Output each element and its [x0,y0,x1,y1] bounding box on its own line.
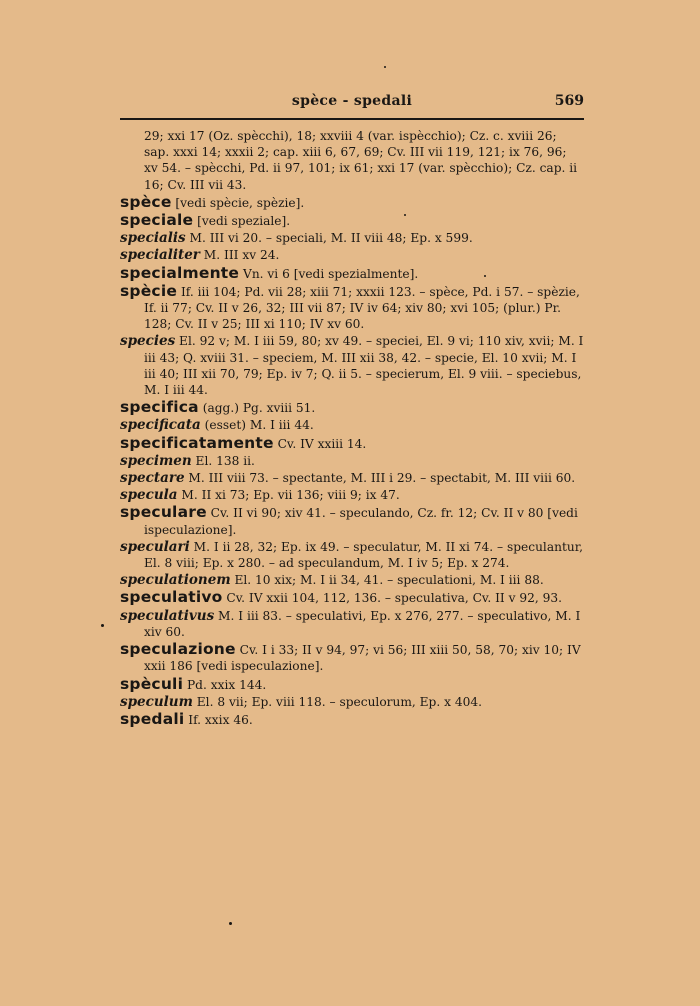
entry-refs: [vedi spècie, spèzie]. [175,195,305,210]
entry [120,417,584,433]
entry-headword: speculare [120,503,207,522]
entry-headword: spectare [120,470,185,487]
entry [120,247,584,263]
print-speck [229,922,232,925]
entry-refs: (agg.) Pg. xviii 51. [202,401,316,416]
entry-refs: El. 138 ii. [195,453,255,468]
entry-headword: specificata [120,417,201,434]
entry-headword: specula [120,487,178,504]
entry-headword: speculazione [120,640,236,659]
entry-refs: M. III vi 20. – speciali, M. II viii 48; Ep. x 599. [189,231,473,246]
entry-headword: speculum [120,693,193,710]
entry-refs: M. II xi 73; Ep. vii 136; viii 9; ix 47. [181,488,400,503]
entry [120,333,584,398]
entry-refs: M. III xv 24. [203,248,280,263]
entry-continuation [120,128,584,193]
entry-refs: El. 92 v; M. I iii 59, 80; xv 49. – speciei, El. 9 vi; 110 xiv, xvii; M. I iii 43; Q. xviii 31. – speciem, M. III xii 38, 42. – specie, El. 10 xvii; M. I iii 40; III xii 70, 79; Ep. iv 7; Q. ii 5. – specierum, El. 9 viii. – speciebus, M. I iii 44. [144,334,584,398]
entry-refs: 29; xxi 17 (Oz. spècchi), 18; xxviii 4 (var. ispècchio); Cz. c. xviii 26; sap. xxxi 14; xxxii 2; cap. xiii 6, 67, 69; Cv. III vii 119, 121; ix 76, 96; xv 54. – spècchi, Pd. ii 97, 101; ix 61; xxi 17 (var. spècchio); Cz. cap. ii 16; Cv. III vii 43. [144,129,578,192]
entry-refs: If. xxix 46. [188,712,253,727]
entry-refs: [vedi speziale]. [197,214,291,229]
entry [120,470,584,486]
entry-headword: speculationem [120,572,231,589]
entry [120,194,584,211]
page-number: 569 [554,93,584,109]
entry [120,453,584,469]
entry-refs: Vn. vi 6 [vedi spezialmente]. [243,266,419,281]
entry [120,641,584,674]
entry-headword: spècie [120,281,178,300]
entry-refs: (esset) M. I iii 44. [204,418,314,433]
entry-headword: spedali [120,709,185,728]
print-speck [484,275,486,277]
print-speck [384,66,386,68]
entry [120,572,584,588]
entry-refs: Cv. I i 33; II v 94, 97; vi 56; III xiii 50, 58, 70; xiv 10; IV xxii 186 [vedi ispeculazione]. [144,643,581,674]
entry [120,676,584,693]
entry [120,694,584,710]
entry-headword: specifica [120,398,199,417]
entry [120,589,584,606]
entry-headword: specialiter [120,247,200,264]
entry-refs: If. iii 104; Pd. vii 28; xiii 71; xxxii 123. – spèce, Pd. i 57. – spèzie, If. ii 77; Cv. II v 26, 32; III vii 87; IV iv 64; xiv 80; xvi 105; (plur.) Pr. 128; Cv. II v 25; III xi 110; IV xv 60. [144,284,580,332]
entry [120,212,584,229]
entry-headword: spèce [120,192,172,211]
entry-headword: speculativo [120,588,223,607]
entry-headword: specialmente [120,263,240,282]
entry-refs: M. III viii 73. – spectante, M. III i 29. – spectabit, M. III viii 60. [188,471,576,486]
entry-refs: Cv. IV xxiii 14. [277,436,367,451]
entry [120,608,584,640]
page-header [120,93,584,113]
entry-headword: speculari [120,538,190,555]
entry-headword: speculativus [120,607,215,624]
entry-headword: speciale [120,211,194,230]
entry [120,283,584,333]
entry [120,230,584,246]
entry-refs: Pd. xxix 144. [186,677,267,692]
entry-refs: El. 10 xix; M. I ii 34, 41. – speculationi, M. I iii 88. [234,573,544,588]
running-title: spèce - spedali [291,93,413,109]
entry-headword: specificatamente [120,433,274,452]
margin-bullet [101,624,104,627]
entry [120,711,584,728]
entry-refs: El. 8 vii; Ep. viii 118. – speculorum, Ep. x 404. [196,694,482,709]
entry [120,539,584,571]
entry [120,487,584,503]
entry [120,265,584,282]
entry-headword: specialis [120,230,186,247]
entry [120,399,584,416]
entry-headword: species [120,333,176,350]
entry [120,435,584,452]
entry-list [120,128,584,729]
entry-refs: Cv. II vi 90; xiv 41. – speculando, Cz. fr. 12; Cv. II v 80 [vedi ispeculazione]. [144,506,578,537]
entry-refs: M. I iii 83. – speculativi, Ep. x 276, 277. – speculativo, M. I xiv 60. [144,608,581,639]
print-speck [404,214,406,216]
entry-headword: specimen [120,452,192,469]
header-rule [120,118,584,120]
entry-headword: spèculi [120,674,184,693]
entry-refs: Cv. IV xxii 104, 112, 136. – speculativa, Cv. II v 92, 93. [226,591,563,606]
entry [120,504,584,537]
entry-refs: M. I ii 28, 32; Ep. ix 49. – speculatur, M. II xi 74. – speculantur, El. 8 viii; Ep. x 280. – ad speculandum, M. I iv 5; Ep. x 274. [144,539,584,571]
